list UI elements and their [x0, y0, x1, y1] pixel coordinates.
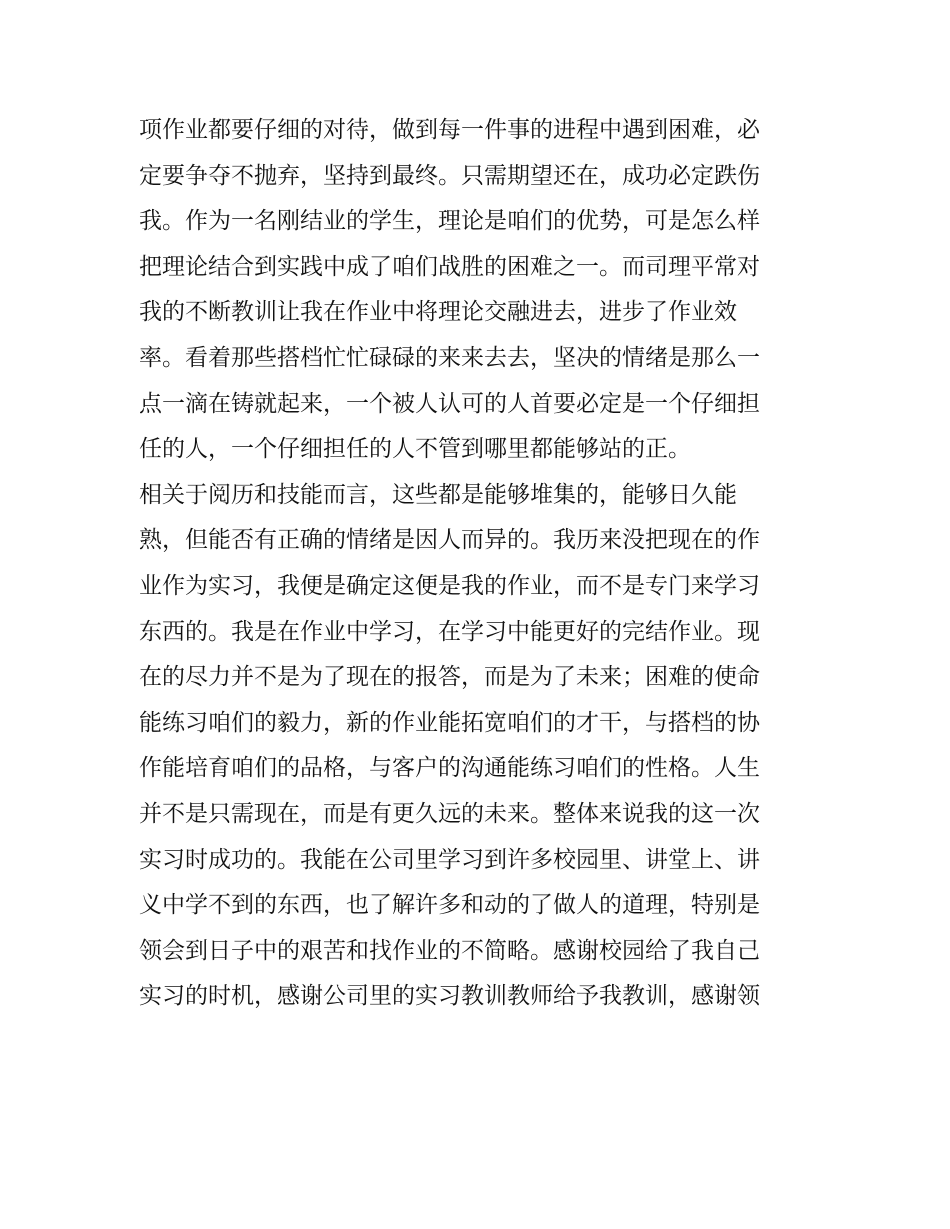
text-line: 把理论结合到实践中成了咱们战胜的困难之一。而司理平常对	[139, 253, 760, 280]
text-line: 能练习咱们的毅力，新的作业能拓宽咱们的才干，与搭档的协	[139, 709, 760, 736]
text-line: 并不是只需现在，而是有更久远的未来。整体来说我的这一次	[139, 800, 760, 827]
text-line: 实习的时机，感谢公司里的实习教训教师给予我教训，感谢领	[139, 983, 760, 1010]
text-line: 相关于阅历和技能而言，这些都是能够堆集的，能够日久能	[139, 481, 737, 508]
text-line: 任的人，一个仔细担任的人不管到哪里都能够站的正。	[139, 436, 691, 463]
body-text	[139, 108, 829, 1020]
text-line: 实习时成功的。我能在公司里学习到许多校园里、讲堂上、讲	[139, 846, 760, 873]
text-line: 东西的。我是在作业中学习，在学习中能更好的完结作业。现	[139, 618, 760, 645]
text-line: 作能培育咱们的品格，与客户的沟通能练习咱们的性格。人生	[139, 755, 760, 782]
text-line: 我的不断教训让我在作业中将理论交融进去，进步了作业效	[139, 299, 737, 326]
text-line: 率。看着那些搭档忙忙碌碌的来来去去，坚决的情绪是那么一	[139, 344, 760, 371]
text-line: 义中学不到的东西，也了解许多和动的了做人的道理，特别是	[139, 892, 760, 919]
text-line: 定要争夺不抛弃，坚持到最终。只需期望还在，成功必定跌伤	[139, 162, 760, 189]
text-line: 点一滴在铸就起来，一个被人认可的人首要必定是一个仔细担	[139, 390, 760, 417]
text-line: 我。作为一名刚结业的学生，理论是咱们的优势，可是怎么样	[139, 208, 760, 235]
text-line: 在的尽力并不是为了现在的报答，而是为了未来；困难的使命	[139, 664, 760, 691]
text-line: 业作为实习，我便是确定这便是我的作业，而不是专门来学习	[139, 572, 760, 599]
text-line: 项作业都要仔细的对待，做到每一件事的进程中遇到困难，必	[139, 117, 760, 143]
text-line: 熟，但能否有正确的情绪是因人而异的。我历来没把现在的作	[139, 527, 760, 554]
text-line: 领会到日子中的艰苦和找作业的不简略。感谢校园给了我自己	[139, 937, 760, 964]
